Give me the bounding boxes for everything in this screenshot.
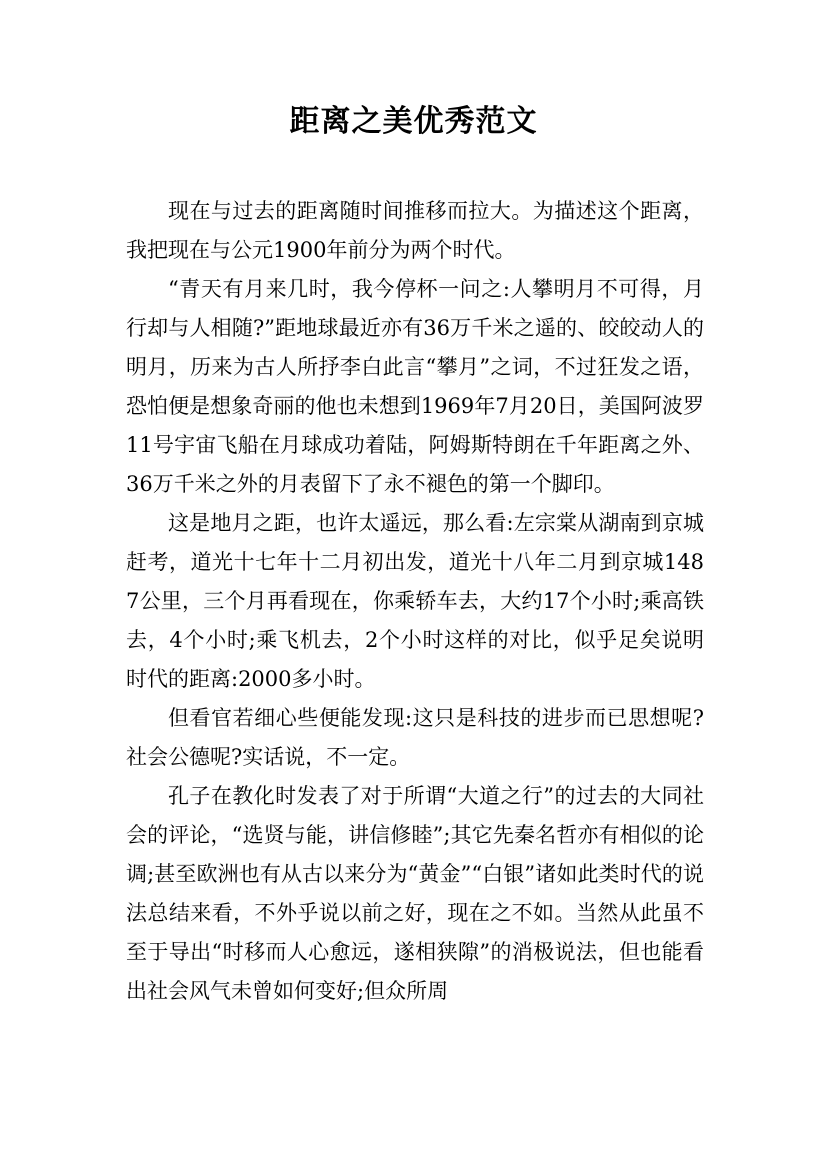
document-body [126,192,704,1011]
paragraph-1: 现在与过去的距离随时间推移而拉大。为描述这个距离，我把现在与公元1900年前分为两个时代。 [126,199,704,262]
paragraph-4: 但看官若细心些便能发现:这只是科技的进步而已思想呢?社会公德呢?实话说，不一定。 [126,706,704,769]
document-title: 距离之美优秀范文 [289,104,538,139]
paragraph-5: 孔子在教化时发表了对于所谓“大道之行”的过去的大同社会的评论，“选贤与能，讲信修睦”;其它先秦名哲亦有相似的论调;甚至欧洲也有从古以来分为“黄金”“白银”诸如此类时代的说法总结来看，不外乎说以前之好，现在之不如。当然从此虽不至于导出“时移而人心愈远，遂相狭隙”的消极说法，但也能看出社会风气未曾如何变好;但众所周 [126,784,704,1003]
paragraph-2: “青天有月来几时，我今停杯一问之:人攀明月不可得，月行却与人相随?”距地球最近亦有36万千米之遥的、皎皎动人的明月，历来为古人所抒李白此言“攀月”之词，不过狂发之语，恐怕便是想象奇丽的他也未想到1969年7月20日，美国阿波罗11号宇宙飞船在月球成功着陆，阿姆斯特朗在千年距离之外、36万千米之外的月表留下了永不褪色的第一个脚印。 [126,277,704,496]
paragraph-3: 这是地月之距，也许太遥远，那么看:左宗棠从湖南到京城赶考，道光十七年十二月初出发，道光十八年二月到京城1487公里，三个月再看现在，你乘轿车去，大约17个小时;乘高铁去，4个小时;乘飞机去，2个小时这样的对比，似乎足矣说明时代的距离:2000多小时。 [126,511,704,691]
